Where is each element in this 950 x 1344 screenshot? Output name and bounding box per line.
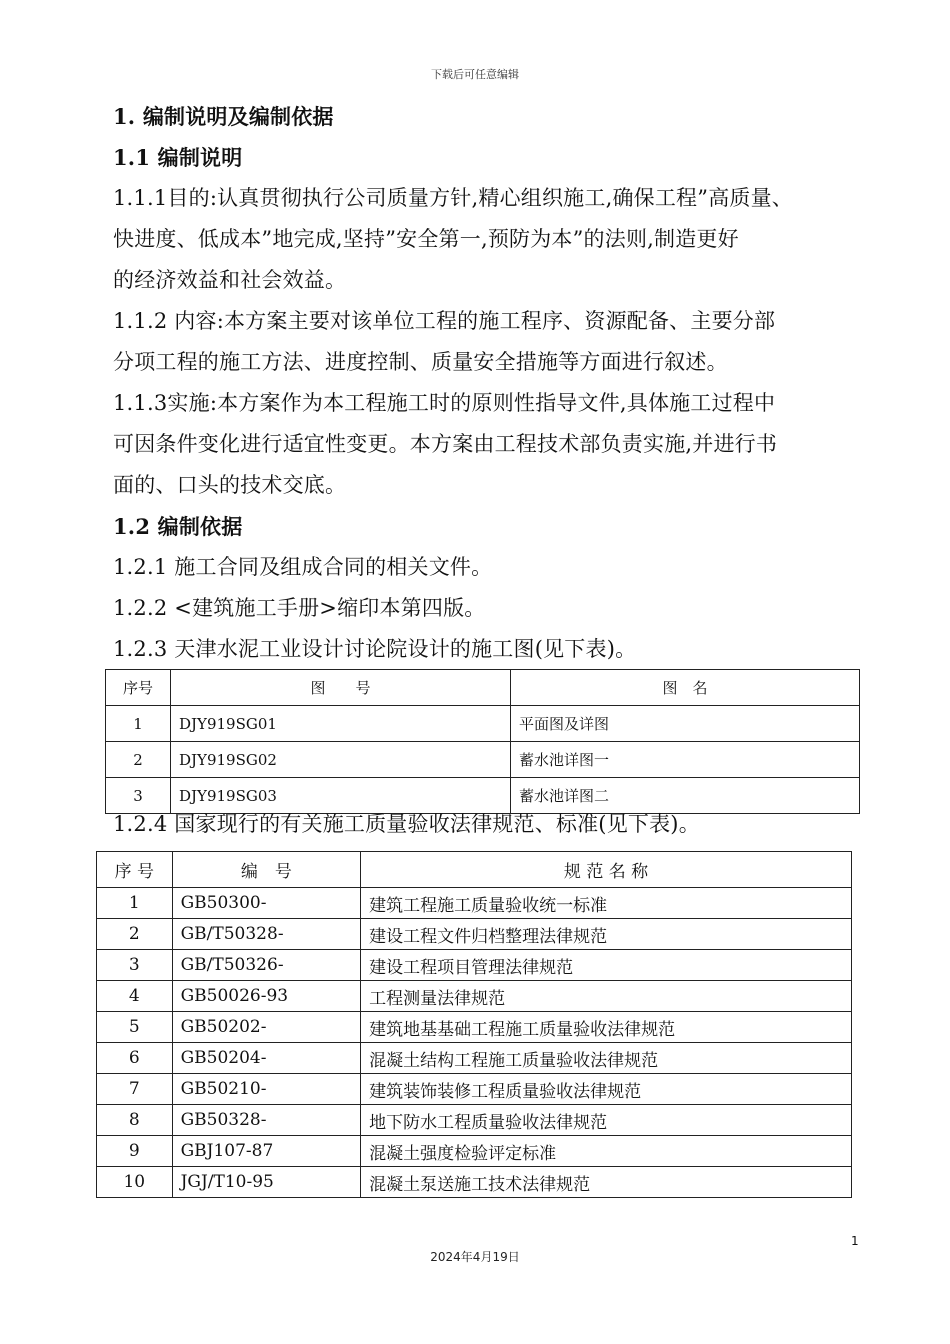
- table-cell: 建筑装饰装修工程质量验收法律规范: [361, 1074, 852, 1105]
- table-cell: GB/T50326-: [172, 950, 360, 981]
- table-cell: DJY919SG03: [171, 778, 511, 814]
- table-cell: 8: [97, 1105, 173, 1136]
- column-header: 图 号: [171, 670, 511, 706]
- table-cell: 10: [97, 1167, 173, 1198]
- table-cell: GB50300-: [172, 888, 360, 919]
- table-cell: GB50026-93: [172, 981, 360, 1012]
- table-cell: 2: [106, 742, 171, 778]
- table-cell: 建筑工程施工质量验收统一标准: [361, 888, 852, 919]
- paragraph-line: 1.1.2 内容:本方案主要对该单位工程的施工程序、资源配备、主要分部: [113, 309, 776, 333]
- table-cell: 工程测量法律规范: [361, 981, 852, 1012]
- table-cell: 9: [97, 1136, 173, 1167]
- table-cell: 建设工程文件归档整理法律规范: [361, 919, 852, 950]
- table-cell: 2: [97, 919, 173, 950]
- column-header: 图 名: [511, 670, 860, 706]
- table-cell: 3: [106, 778, 171, 814]
- table-cell: 3: [97, 950, 173, 981]
- paragraph-line: 1.2.2 <建筑施工手册>缩印本第四版。: [113, 596, 486, 620]
- table-cell: JGJ/T10-95: [172, 1167, 360, 1198]
- paragraph-line: 面的、口头的技术交底。: [113, 473, 347, 497]
- paragraph-line: 1.1.1目的:认真贯彻执行公司质量方针,精心组织施工,确保工程”高质量、: [113, 186, 793, 210]
- table-row: [97, 1136, 852, 1167]
- table-header-row: [97, 852, 852, 888]
- document-body: [113, 96, 883, 670]
- table-row: [106, 706, 860, 742]
- column-header: 规 范 名 称: [361, 852, 852, 888]
- table-cell: DJY919SG02: [171, 742, 511, 778]
- table-cell: 4: [97, 981, 173, 1012]
- table-row: [106, 742, 860, 778]
- table-row: [97, 950, 852, 981]
- paragraph-line: 1.2.3 天津水泥工业设计讨论院设计的施工图(见下表)。: [113, 637, 637, 661]
- table-row: [97, 888, 852, 919]
- table-row: [97, 1043, 852, 1074]
- table-cell: 1: [106, 706, 171, 742]
- table-cell: 混凝土结构工程施工质量验收法律规范: [361, 1043, 852, 1074]
- page-header: 下载后可任意编辑: [431, 68, 519, 81]
- column-header: 序 号: [97, 852, 173, 888]
- page-number: 1: [851, 1234, 859, 1248]
- paragraph-line: 的经济效益和社会效益。: [113, 268, 347, 292]
- table-header-row: [106, 670, 860, 706]
- table-cell: GB50210-: [172, 1074, 360, 1105]
- subsection-heading: 1.2 编制依据: [113, 514, 243, 539]
- spec-table: [96, 851, 852, 1198]
- column-header: 编 号: [172, 852, 360, 888]
- paragraph-line: 快进度、低成本”地完成,坚持”安全第一,预防为本”的法则,制造更好: [113, 227, 739, 251]
- table-row: [97, 1105, 852, 1136]
- drawing-table: [105, 669, 860, 814]
- table-cell: GB50328-: [172, 1105, 360, 1136]
- table-cell: 蓄水池详图一: [511, 742, 860, 778]
- section-heading: 1. 编制说明及编制依据: [113, 104, 334, 129]
- table-cell: 7: [97, 1074, 173, 1105]
- page-footer-date: 2024年4月19日: [430, 1250, 520, 1264]
- table-cell: 6: [97, 1043, 173, 1074]
- table-cell: GBJ107-87: [172, 1136, 360, 1167]
- table-row: [97, 1074, 852, 1105]
- table-row: [97, 981, 852, 1012]
- table-cell: GB50202-: [172, 1012, 360, 1043]
- paragraph-line: 1.1.3实施:本方案作为本工程施工时的原则性指导文件,具体施工过程中: [113, 391, 776, 415]
- table-cell: GB50204-: [172, 1043, 360, 1074]
- table-cell: 1: [97, 888, 173, 919]
- table-cell: 建设工程项目管理法律规范: [361, 950, 852, 981]
- subsection-heading: 1.1 编制说明: [113, 145, 243, 170]
- table-cell: 平面图及详图: [511, 706, 860, 742]
- paragraph-line: 1.2.4 国家现行的有关施工质量验收法律规范、标准(见下表)。: [113, 812, 700, 836]
- table-row: [97, 1167, 852, 1198]
- table-cell: 5: [97, 1012, 173, 1043]
- paragraph-line: 1.2.1 施工合同及组成合同的相关文件。: [113, 555, 493, 579]
- paragraph-line: 可因条件变化进行适宜性变更。本方案由工程技术部负责实施,并进行书: [113, 432, 778, 456]
- table-cell: 蓄水池详图二: [511, 778, 860, 814]
- table-cell: GB/T50328-: [172, 919, 360, 950]
- table-cell: 混凝土泵送施工技术法律规范: [361, 1167, 852, 1198]
- table-cell: 混凝土强度检验评定标准: [361, 1136, 852, 1167]
- table-cell: 建筑地基基础工程施工质量验收法律规范: [361, 1012, 852, 1043]
- table-cell: DJY919SG01: [171, 706, 511, 742]
- table-row: [97, 919, 852, 950]
- paragraph-line: 分项工程的施工方法、进度控制、质量安全措施等方面进行叙述。: [113, 350, 728, 374]
- table-cell: 地下防水工程质量验收法律规范: [361, 1105, 852, 1136]
- table-row: [97, 1012, 852, 1043]
- column-header: 序号: [106, 670, 171, 706]
